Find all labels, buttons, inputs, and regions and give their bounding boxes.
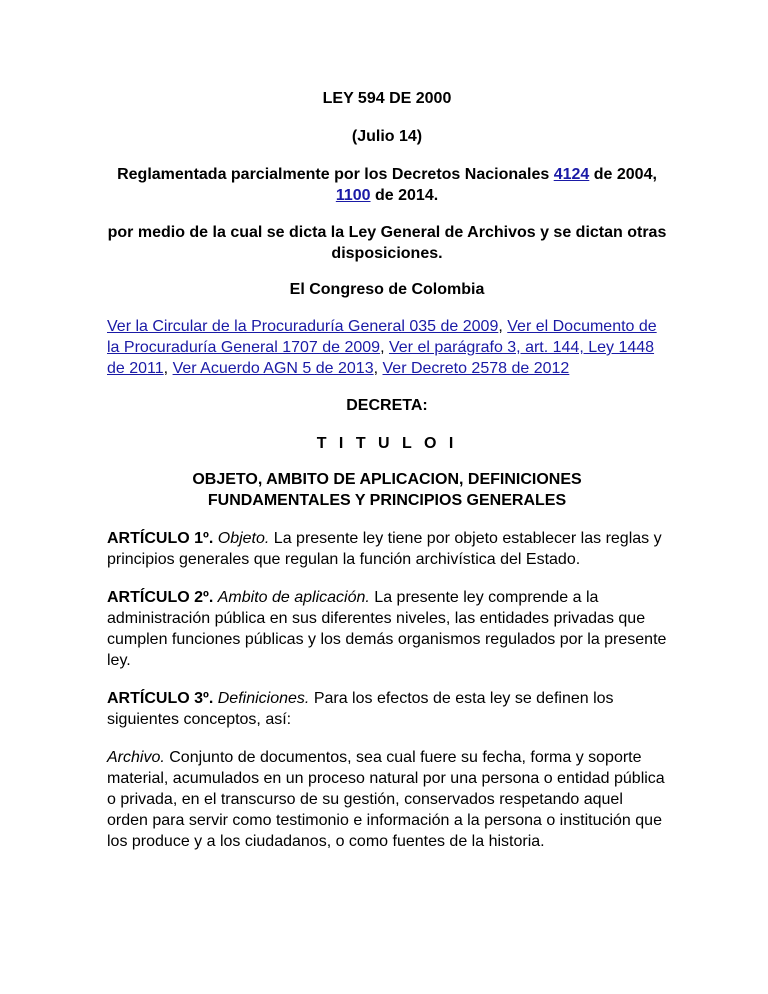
article-2-heading: Ambito de aplicación.: [217, 589, 370, 606]
law-date: (Julio 14): [351, 128, 423, 145]
reglamentada-prefix: Reglamentada parcialmente por los Decretos Nacionales: [117, 166, 550, 183]
law-title: LEY 594 DE 2000: [322, 90, 452, 107]
titulo-name: OBJETO, AMBITO DE APLICACION, DEFINICIONES FUNDAMENTALES Y PRINCIPIOS GENERALES: [192, 471, 582, 509]
decreto-2578-link[interactable]: Ver Decreto 2578 de 2012: [382, 360, 570, 377]
sep-3: ,: [163, 360, 169, 377]
document-page: [107, 88, 667, 852]
acuerdo-agn-link[interactable]: Ver Acuerdo AGN 5 de 2013: [172, 360, 374, 377]
circular-procuraduria-link[interactable]: Ver la Circular de la Procuraduría General 035 de 2009: [107, 318, 499, 335]
definition-archivo: [107, 747, 667, 852]
article-3-text: Para los efectos de esta ley se definen los siguientes conceptos, así:: [107, 690, 614, 728]
definition-term: Archivo.: [107, 749, 165, 766]
article-1-text: La presente ley tiene por objeto establecer las reglas y principios generales que regulan la función archivística del Estado.: [107, 530, 662, 568]
paragrafo-ley-1448-link[interactable]: Ver el parágrafo 3, art. 144, Ley 1448 de 2011: [107, 339, 655, 377]
article-2: [107, 587, 667, 671]
titulo-heading: T I T U L O I: [316, 435, 458, 452]
sep-1: ,: [498, 318, 503, 335]
decreto-4124-link[interactable]: 4124: [553, 166, 590, 183]
reglamentada-suffix: de 2014.: [375, 187, 439, 204]
decreto-1100-link[interactable]: 1100: [335, 187, 371, 204]
definition-text: Conjunto de documentos, sea cual fuere su fecha, forma y soporte material, acumulados en un proceso natural por una persona o entidad pública o privada, en el transcurso de su gestión, conservados respetando aquel orden para servir como testimonio e información a la persona o institución que los produce y a los ciudadanos, o como fuentes de la historia.: [107, 749, 665, 850]
documento-procuraduria-link[interactable]: Ver el Documento de la Procuraduría General 1707 de 2009: [107, 318, 657, 356]
decreta-heading: DECRETA:: [346, 397, 428, 414]
article-3-heading: Definiciones.: [217, 690, 310, 707]
article-3: [107, 688, 667, 730]
article-1-label: ARTÍCULO 1º.: [107, 530, 214, 547]
congress-line: El Congreso de Colombia: [289, 281, 485, 298]
article-1-heading: Objeto.: [217, 530, 270, 547]
article-1: [107, 528, 667, 570]
law-subject: por medio de la cual se dicta la Ley General de Archivos y se dictan otras disposiciones.: [107, 224, 667, 262]
article-2-text: La presente ley comprende a la administración pública en sus diferentes niveles, las entidades privadas que cumplen funciones públicas y los demás organismos regulados por la presente ley.: [107, 589, 667, 669]
reglamentada-line: [107, 164, 667, 206]
sep-2: ,: [380, 339, 385, 356]
article-2-label: ARTÍCULO 2º.: [107, 589, 214, 606]
references-paragraph: [107, 316, 667, 379]
article-3-label: ARTÍCULO 3º.: [107, 690, 214, 707]
reglamentada-mid: de 2004,: [593, 166, 657, 183]
sep-4: ,: [373, 360, 379, 377]
